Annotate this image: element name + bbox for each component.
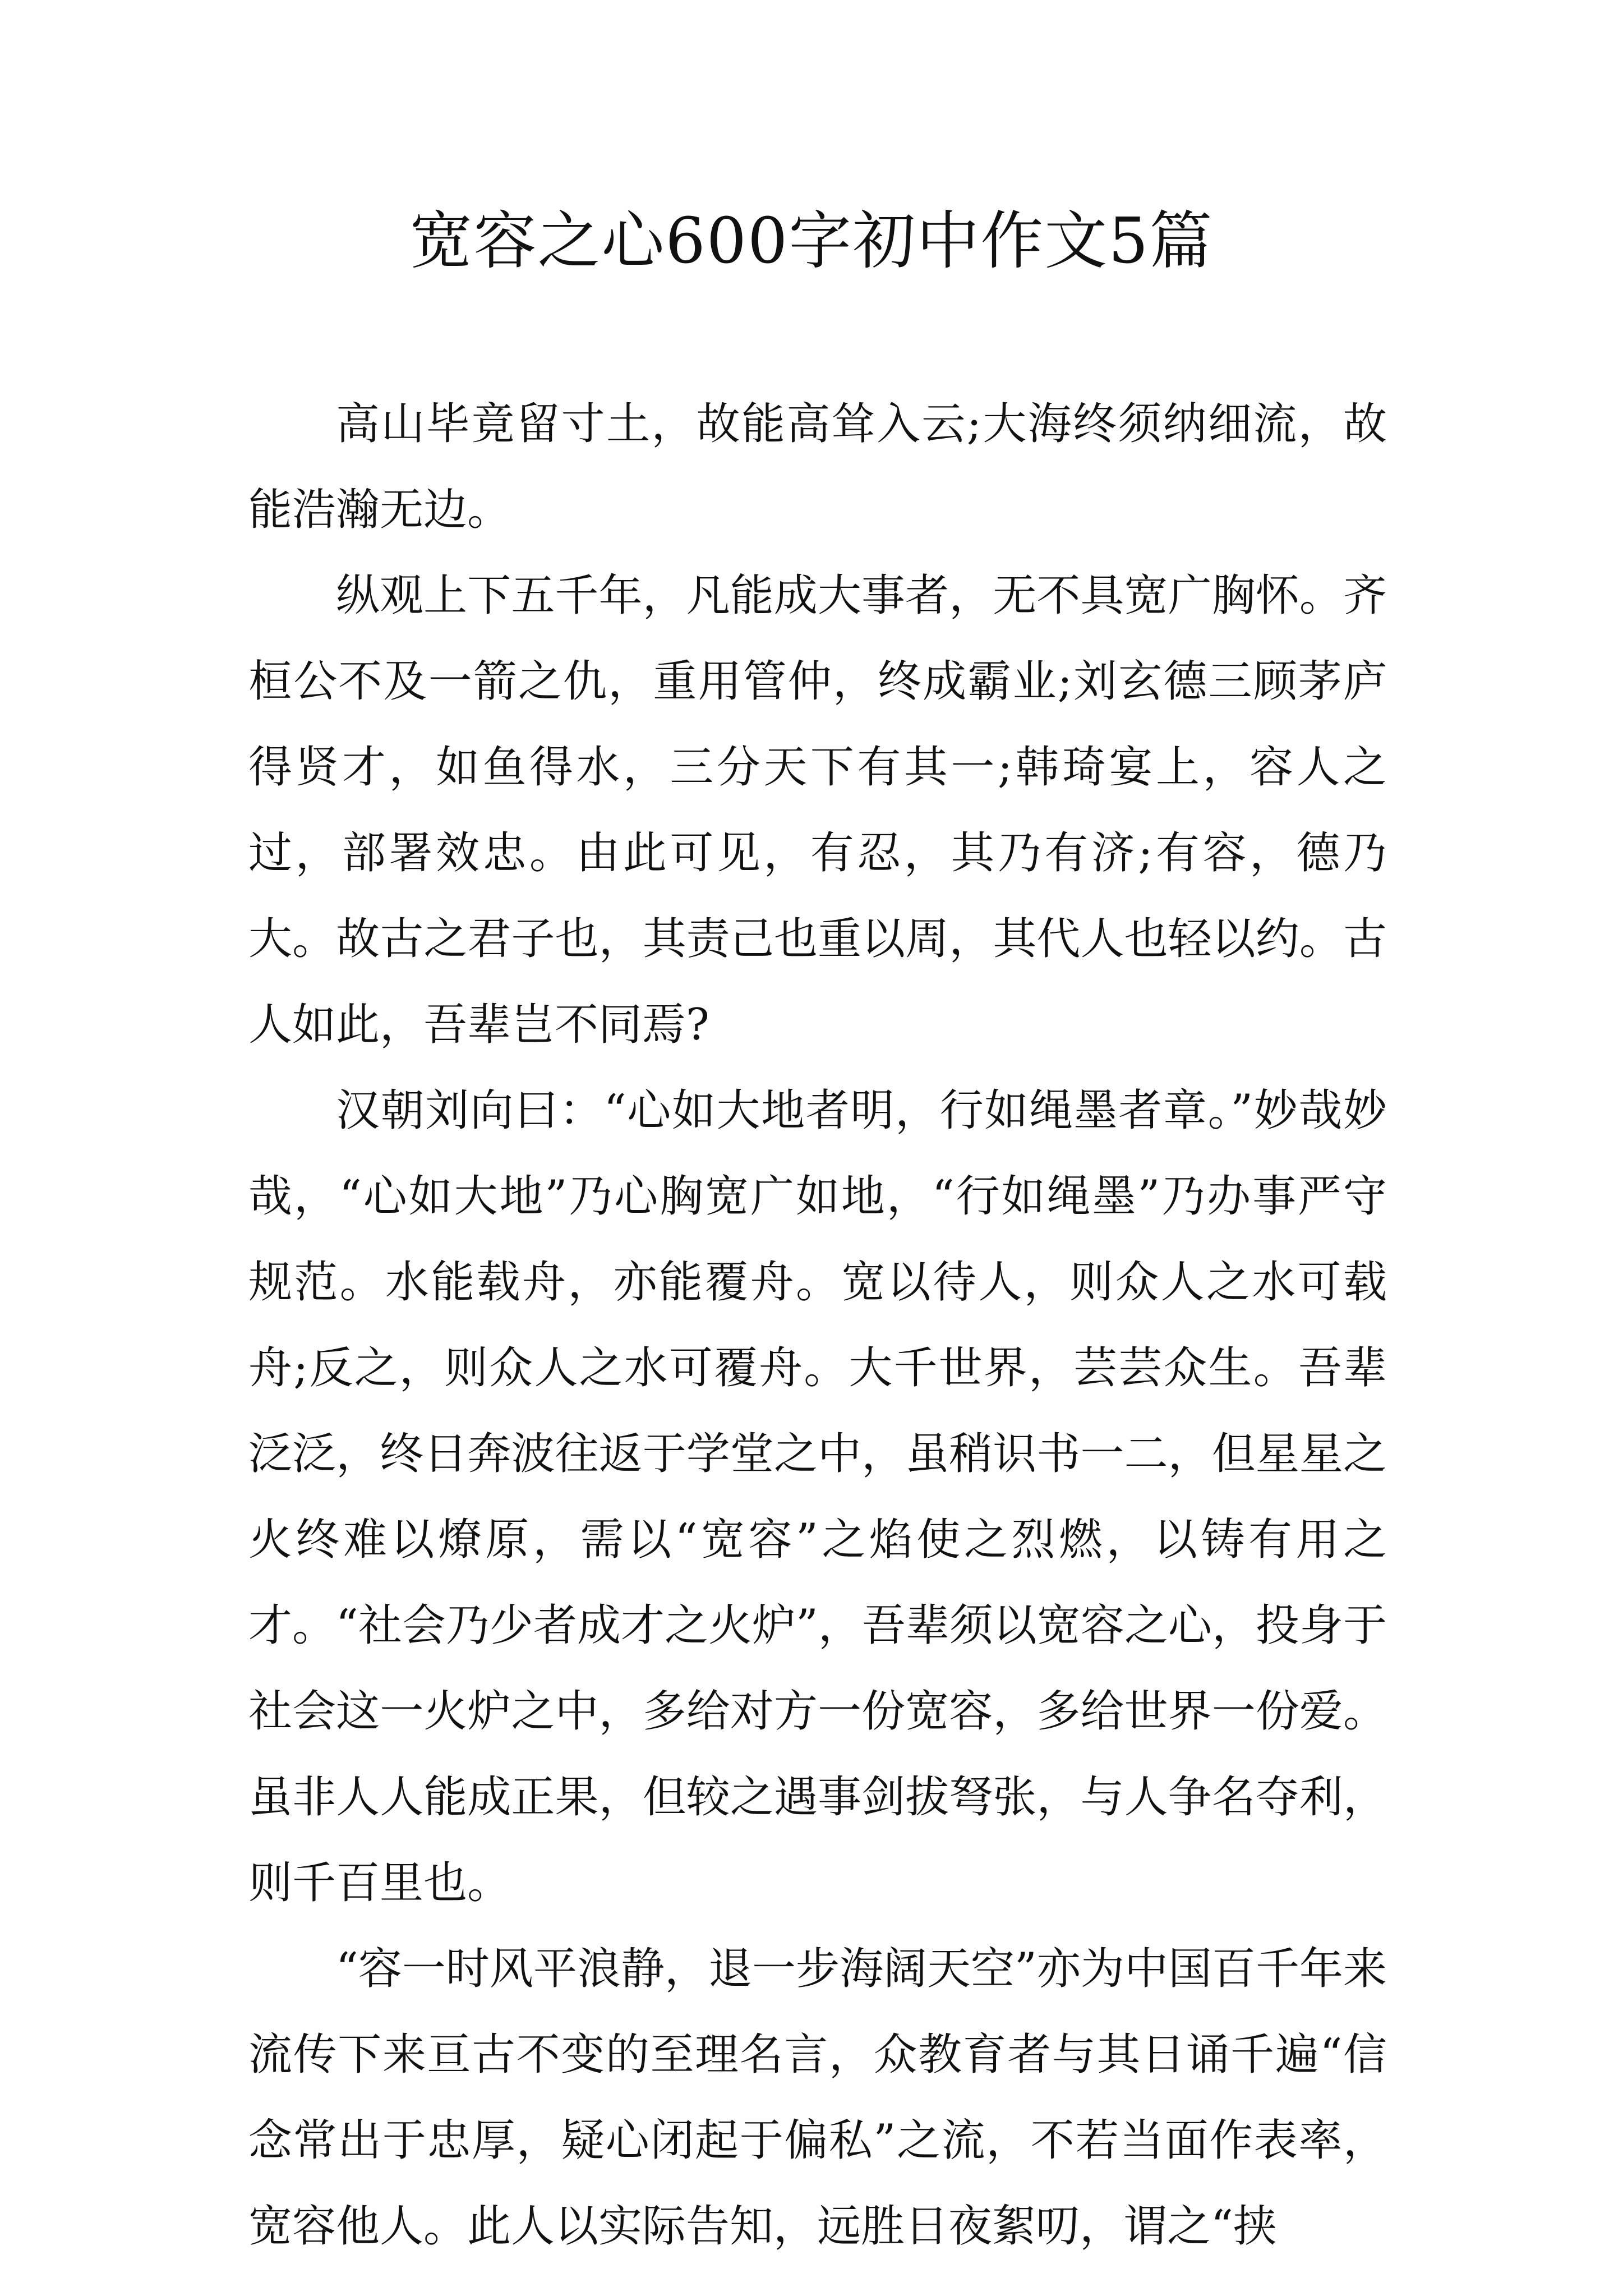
document-body (248, 381, 1387, 2270)
paragraph: “容一时风平浪静，退一步海阔天空”亦为中国百千年来流传下来亘古不变的至理名言，众教育者与其日诵千遍“信念常出于忠厚，疑心闭起于偏私”之流，不若当面作表率，宽容他人。此人以实际告知，远胜日夜絮叨，谓之“挟 (248, 1944, 1387, 2252)
document-title: 宽容之心600字初中作文5篇 (409, 205, 1214, 278)
paragraph: 汉朝刘向曰：“心如大地者明，行如绳墨者章。”妙哉妙哉，“心如大地”乃心胸宽广如地，“行如绳墨”乃办事严守规范。水能载舟，亦能覆舟。宽以待人，则众人之水可载舟;反之，则众人之水可覆舟。大千世界，芸芸众生。吾辈泛泛，终日奔波往返于学堂之中，虽稍识书一二，但星星之火终难以燎原，需以“宽容”之焰使之烈燃，以铸有用之才。“社会乃少者成才之火炉”，吾辈须以宽容之心，投身于社会这一火炉之中，多给对方一份宽容，多给世界一份爱。虽非人人能成正果，但较之遇事剑拔弩张，与人争名夺利，则千百里也。 (248, 1085, 1387, 1908)
paragraph: 高山毕竟留寸土，故能高耸入云;大海终须纳细流，故能浩瀚无边。 (248, 399, 1387, 535)
paragraph: 纵观上下五千年，凡能成大事者，无不具宽广胸怀。齐桓公不及一箭之仇，重用管仲，终成霸业;刘玄德三顾茅庐得贤才，如鱼得水，三分天下有其一;韩琦宴上，容人之过，部署效忠。由此可见，有忍，其乃有济;有容，德乃大。故古之君子也，其责己也重以周，其代人也轻以约。古人如此，吾辈岂不同焉? (248, 570, 1387, 1050)
